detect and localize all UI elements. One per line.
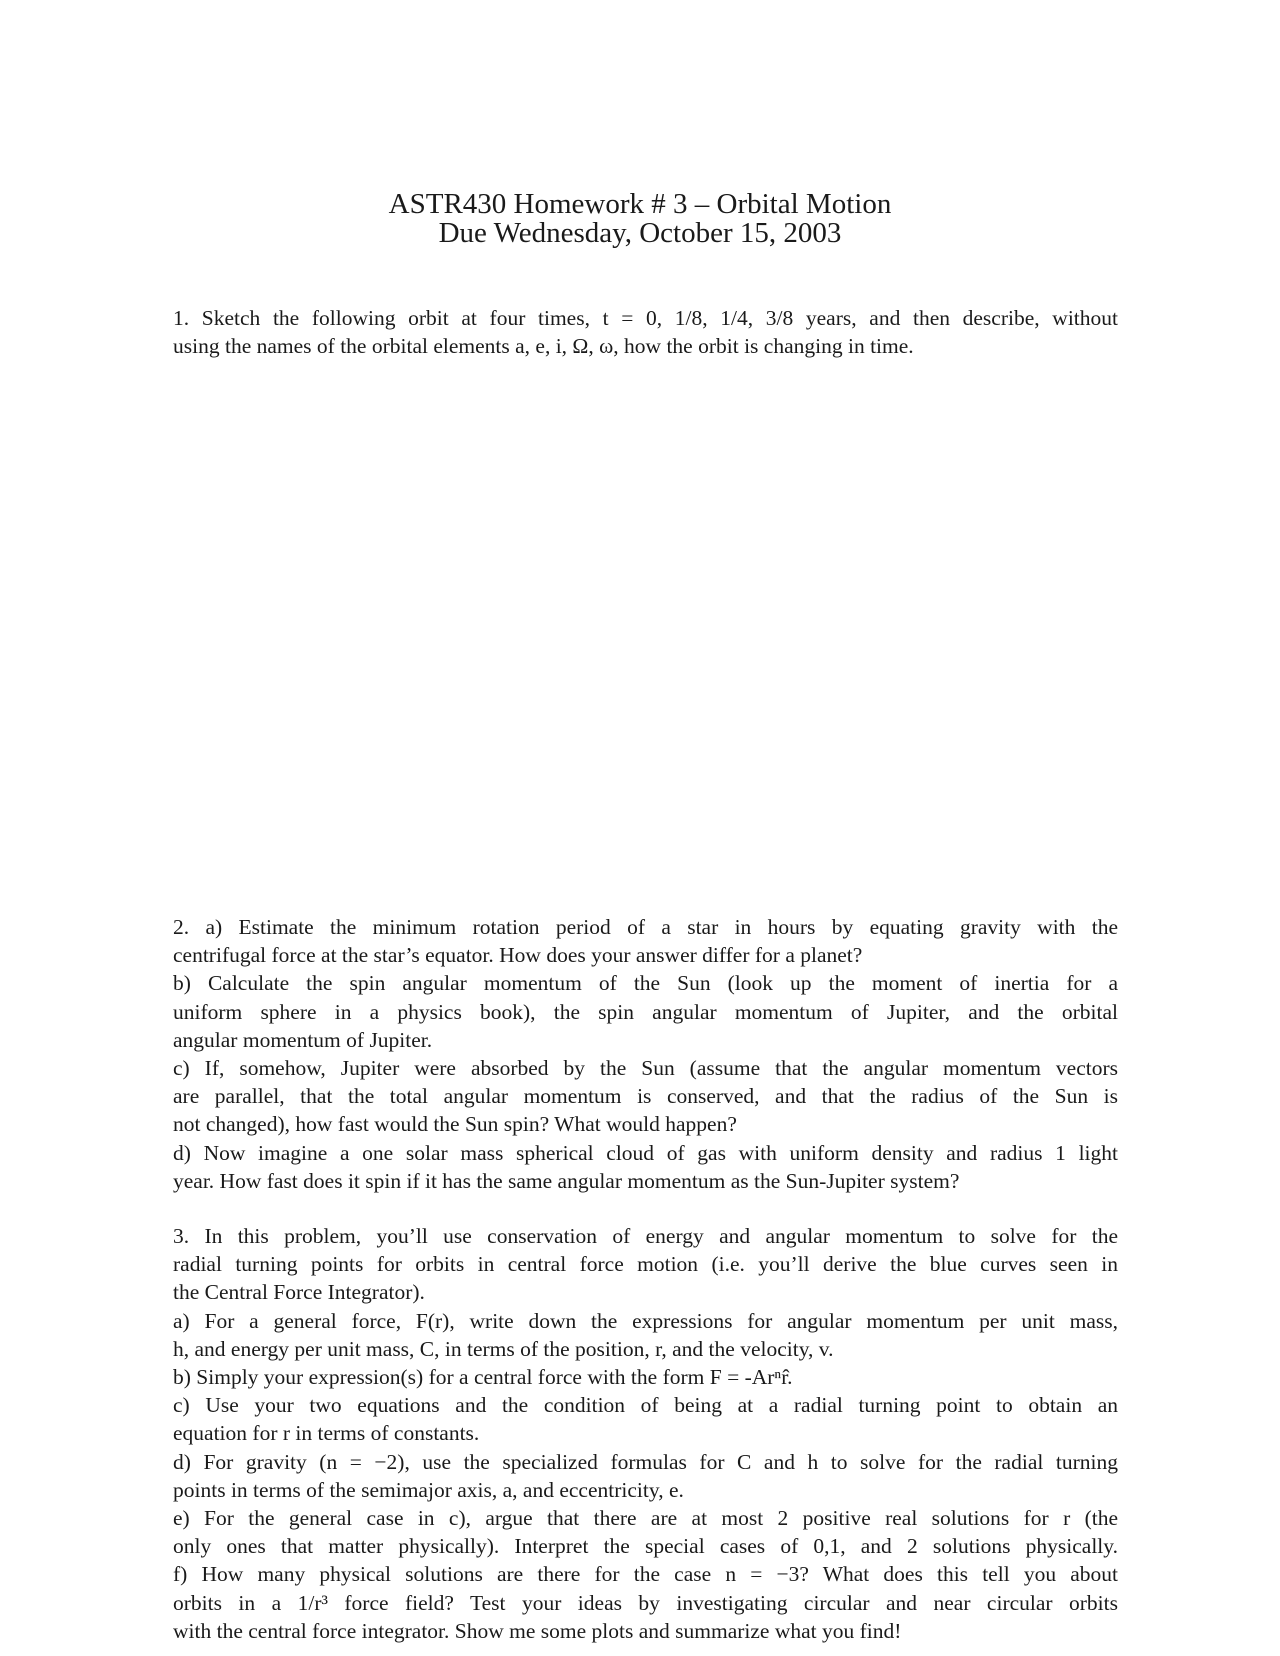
problem-2-line: centrifugal force at the star’s equator. How does your answer differ for a planet? <box>173 943 863 968</box>
problem-2-line: year. How fast does it spin if it has the same angular momentum as the Sun-Jupiter system? <box>173 1168 960 1193</box>
problem-3-line: f) How many physical solutions are there for the case n = −3? What does this tell you about <box>173 1562 1118 1587</box>
problem-3-line: points in terms of the semimajor axis, a, and eccentricity, e. <box>173 1477 684 1502</box>
problem-3-line: the Central Force Integrator). <box>173 1280 425 1305</box>
problem-2-line: angular momentum of Jupiter. <box>173 1027 433 1052</box>
problem-3-line: c) Use your two equations and the condition of being at a radial turning point to obtain an <box>173 1393 1118 1418</box>
problem-2-line: b) Calculate the spin angular momentum of the Sun (look up the moment of inertia for a <box>173 971 1118 996</box>
problem-3-line: e) For the general case in c), argue that there are at most 2 positive real solutions for r (the <box>173 1506 1118 1531</box>
problem-3-line: d) For gravity (n = −2), use the specialized formulas for C and h to solve for the radial turning <box>173 1449 1118 1474</box>
problem-3-line: a) For a general force, F(r), write down the expressions for angular momentum per unit mass, <box>173 1308 1118 1333</box>
problem-3-line: 3. In this problem, you’ll use conservation of energy and angular momentum to solve for the <box>173 1224 1118 1248</box>
problem-3-line: b) Simply your expression(s) for a central force with the form F = -Arⁿr̂. <box>173 1365 793 1390</box>
problem-1 <box>173 304 1118 360</box>
problem-2-line: 2. a) Estimate the minimum rotation period of a star in hours by equating gravity with the <box>173 915 1118 939</box>
problem-2-line: d) Now imagine a one solar mass spherical cloud of gas with uniform density and radius 1 light <box>173 1140 1118 1165</box>
problem-3-line: equation for r in terms of constants. <box>173 1421 480 1446</box>
problem-3-line: radial turning points for orbits in central force motion (i.e. you’ll derive the blue curves seen in <box>173 1252 1118 1277</box>
problem-1-line: 1. Sketch the following orbit at four times, t = 0, 1/8, 1/4, 3/8 years, and then describe, without <box>173 306 1118 330</box>
document-header <box>0 190 1280 248</box>
problem-2-line: not changed), how fast would the Sun spin? What would happen? <box>173 1112 737 1137</box>
problem-3-line: with the central force integrator. Show me some plots and summarize what you find! <box>173 1618 902 1643</box>
document-title: ASTR430 Homework # 3 – Orbital Motion <box>388 188 892 220</box>
problem-2-line: c) If, somehow, Jupiter were absorbed by the Sun (assume that the angular momentum vectors <box>173 1056 1118 1081</box>
problem-2-line: are parallel, that the total angular momentum is conserved, and that the radius of the Sun is <box>173 1084 1118 1109</box>
problem-3-line: only ones that matter physically). Interpret the special cases of 0,1, and 2 solutions physically. <box>173 1534 1118 1559</box>
problem-3-line: orbits in a 1/r³ force field? Test your ideas by investigating circular and near circular orbits <box>173 1590 1118 1615</box>
problem-3 <box>173 1222 1118 1645</box>
due-date: Due Wednesday, October 15, 2003 <box>438 217 842 249</box>
problem-2 <box>173 913 1118 1195</box>
problem-1-line: using the names of the orbital elements a, e, i, Ω, ω, how the orbit is changing in time. <box>173 334 914 359</box>
problem-2-line: uniform sphere in a physics book), the spin angular momentum of Jupiter, and the orbital <box>173 999 1118 1024</box>
problem-3-line: h, and energy per unit mass, C, in terms of the position, r, and the velocity, v. <box>173 1336 834 1361</box>
